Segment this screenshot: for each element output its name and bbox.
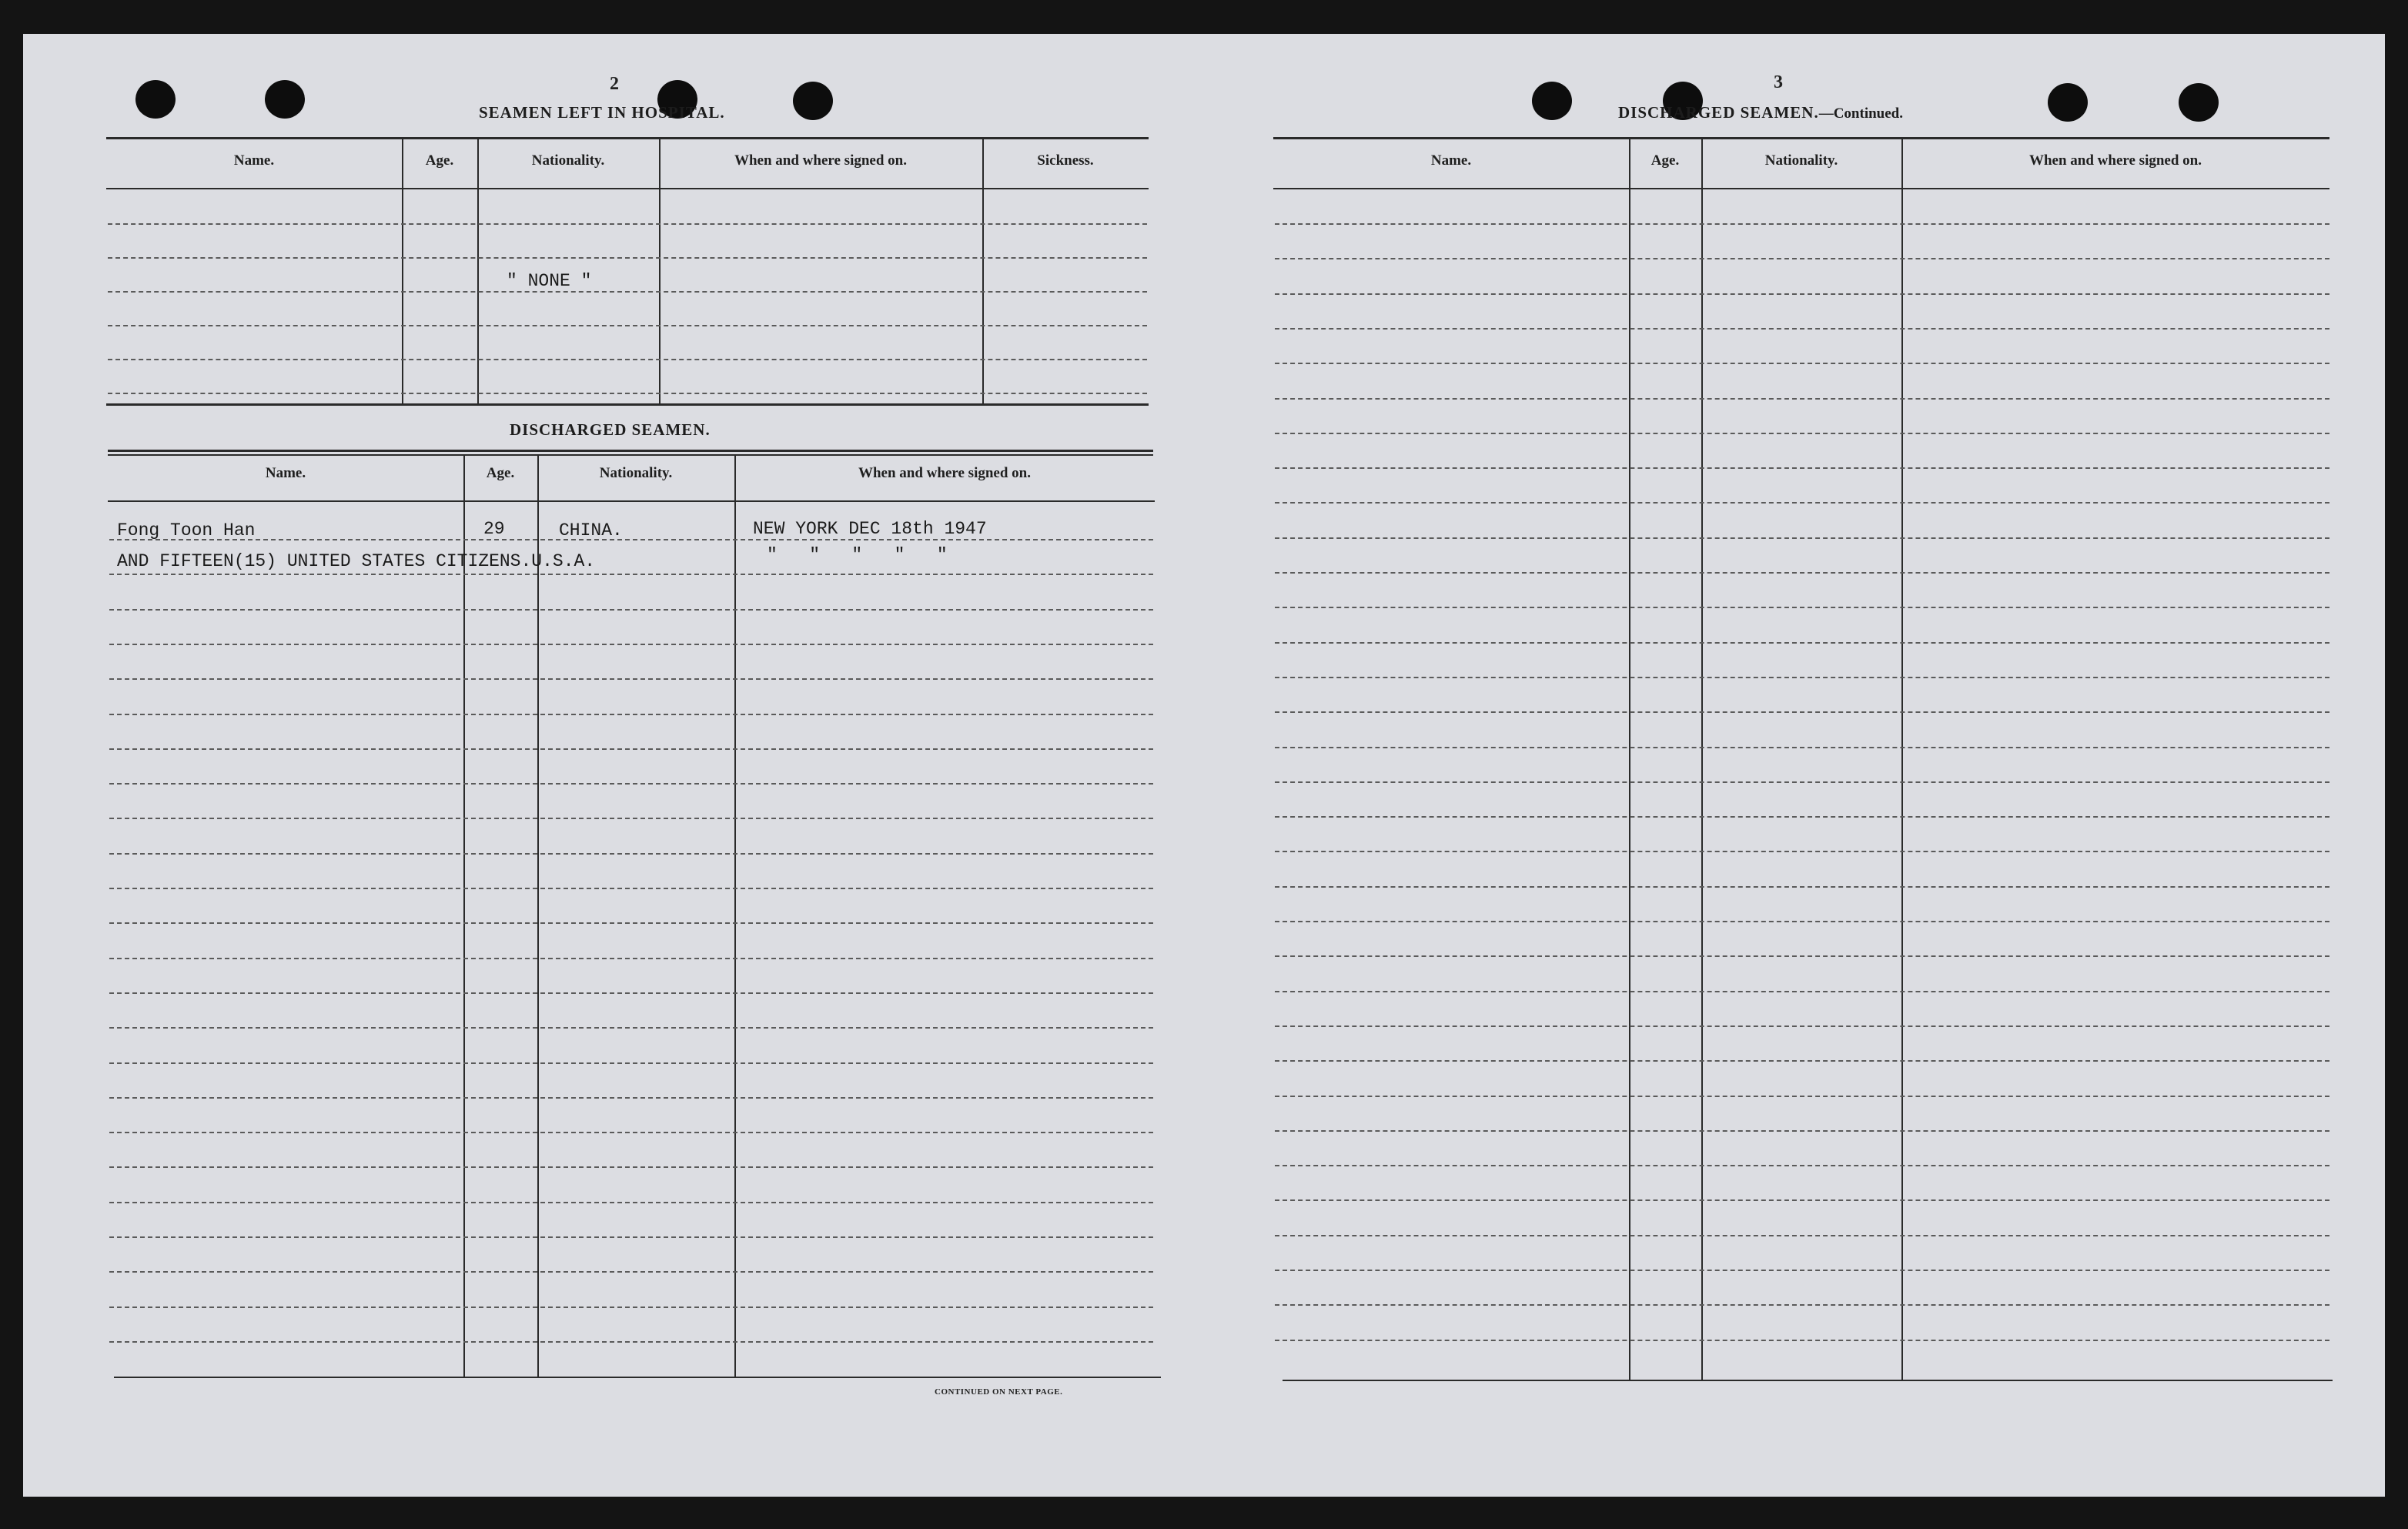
ruled-line xyxy=(109,539,1153,540)
ruled-line xyxy=(1275,816,2329,818)
ruled-line xyxy=(1275,223,2329,225)
ruled-line xyxy=(1275,1340,2329,1341)
column-rule xyxy=(734,456,736,1378)
column-rule xyxy=(402,139,403,403)
seaman-nationality: CHINA. xyxy=(559,520,623,540)
column-header-name: Name. xyxy=(233,152,275,169)
column-rule xyxy=(1629,139,1630,1380)
ruled-line xyxy=(109,1236,1153,1238)
column-header-nationality: Nationality. xyxy=(1764,152,1838,169)
ruled-line xyxy=(109,1097,1153,1099)
ruled-line xyxy=(1275,328,2329,330)
ruled-line xyxy=(109,609,1153,611)
ruled-line xyxy=(109,574,1153,575)
ruled-line xyxy=(1275,467,2329,469)
ruled-line xyxy=(109,1166,1153,1168)
ruled-line xyxy=(1275,293,2329,295)
column-rule xyxy=(982,139,984,403)
table-rule xyxy=(108,450,1153,452)
column-rule xyxy=(1901,139,1903,1380)
column-header-name: Name. xyxy=(265,465,306,481)
ruled-line xyxy=(108,359,1147,360)
discharged-continued-title xyxy=(1618,103,1903,122)
ruled-line xyxy=(109,1027,1153,1029)
column-rule xyxy=(537,456,539,1378)
ruled-line xyxy=(1275,258,2329,259)
punch-hole xyxy=(2048,83,2088,122)
title-text: DISCHARGED SEAMEN. xyxy=(1618,103,1819,122)
ruled-line xyxy=(109,714,1153,715)
ditto-marks: " " " " " xyxy=(767,545,948,565)
ruled-line xyxy=(1275,363,2329,364)
ruled-line xyxy=(1275,1235,2329,1236)
ruled-line xyxy=(109,748,1153,750)
continued-footer: CONTINUED ON NEXT PAGE. xyxy=(935,1387,1063,1397)
ruled-line xyxy=(1275,607,2329,608)
seaman-name: Fong Toon Han xyxy=(117,520,256,540)
hospital-entry-none: " NONE " xyxy=(507,271,592,291)
ruled-line xyxy=(1275,955,2329,957)
ruled-line xyxy=(1275,1096,2329,1097)
ruled-line xyxy=(1275,502,2329,504)
ruled-line xyxy=(1275,1304,2329,1306)
ruled-line xyxy=(109,678,1153,680)
table-rule xyxy=(1273,137,2329,139)
ruled-line xyxy=(109,1307,1153,1308)
ruled-line xyxy=(1275,1270,2329,1271)
hospital-section-title: SEAMEN LEFT IN HOSPITAL. xyxy=(479,103,725,122)
column-header-age: Age. xyxy=(425,152,454,169)
ruled-line xyxy=(109,1202,1153,1203)
ruled-line xyxy=(108,393,1147,394)
ruled-line xyxy=(1275,921,2329,922)
table-rule xyxy=(1283,1380,2333,1381)
ruled-line xyxy=(109,783,1153,785)
ruled-line xyxy=(1275,398,2329,400)
column-header-age: Age. xyxy=(486,465,515,481)
table-rule xyxy=(106,137,1149,139)
ruled-line xyxy=(109,922,1153,924)
column-rule xyxy=(477,139,479,403)
ruled-line xyxy=(1275,433,2329,434)
seaman-signed-on: NEW YORK DEC 18th 1947 xyxy=(753,519,987,539)
ruled-line xyxy=(1275,677,2329,678)
table-rule xyxy=(114,1377,1161,1378)
punch-hole xyxy=(135,80,176,119)
ruled-line xyxy=(109,992,1153,994)
ruled-line xyxy=(1275,572,2329,574)
ruled-line xyxy=(109,1062,1153,1064)
page-number: 3 xyxy=(1774,72,1783,92)
ruled-line xyxy=(109,853,1153,855)
punch-hole xyxy=(265,80,305,119)
column-header-signed-on: When and where signed on. xyxy=(734,152,907,169)
ruled-line xyxy=(1275,537,2329,539)
table-rule xyxy=(106,403,1149,406)
ruled-line xyxy=(1275,781,2329,783)
ruled-line xyxy=(109,818,1153,819)
ruled-line xyxy=(1275,1130,2329,1132)
column-header-sickness: Sickness. xyxy=(1037,152,1094,169)
seaman-group-entry: AND FIFTEEN(15) UNITED STATES CITIZENS.U.S.A. xyxy=(117,551,596,571)
ruled-line xyxy=(109,1341,1153,1343)
column-header-nationality: Nationality. xyxy=(531,152,605,169)
column-header-age: Age. xyxy=(1650,152,1680,169)
punch-hole xyxy=(2179,83,2219,122)
ruled-line xyxy=(108,325,1147,326)
ruled-line xyxy=(1275,642,2329,644)
punch-hole xyxy=(1532,82,1572,120)
column-rule xyxy=(659,139,661,403)
ruled-line xyxy=(108,223,1147,225)
ruled-line xyxy=(1275,1025,2329,1027)
ruled-line xyxy=(1275,711,2329,713)
table-rule xyxy=(108,454,1153,456)
ruled-line xyxy=(1275,851,2329,852)
ruled-line xyxy=(1275,1165,2329,1166)
column-header-nationality: Nationality. xyxy=(599,465,673,481)
ruled-line xyxy=(108,257,1147,259)
ruled-line xyxy=(1275,1199,2329,1201)
title-suffix: —Continued. xyxy=(1818,105,1903,122)
ruled-line xyxy=(109,888,1153,889)
ruled-line xyxy=(109,1132,1153,1133)
column-header-signed-on: When and where signed on. xyxy=(858,465,1031,481)
ruled-line xyxy=(1275,991,2329,992)
document-sheet xyxy=(23,34,2385,1497)
discharged-section-title: DISCHARGED SEAMEN. xyxy=(510,420,711,439)
column-header-name: Name. xyxy=(1430,152,1472,169)
ruled-line xyxy=(108,291,1147,293)
ruled-line xyxy=(109,644,1153,645)
ruled-line xyxy=(109,1271,1153,1273)
table-rule xyxy=(1273,188,2329,189)
ruled-line xyxy=(109,958,1153,959)
column-rule xyxy=(463,456,465,1378)
table-rule xyxy=(106,188,1149,189)
punch-hole xyxy=(793,82,833,120)
page-number: 2 xyxy=(610,74,619,94)
ruled-line xyxy=(1275,1060,2329,1062)
ruled-line xyxy=(1275,747,2329,748)
seaman-age: 29 xyxy=(483,519,505,539)
ruled-line xyxy=(1275,886,2329,888)
column-header-signed-on: When and where signed on. xyxy=(2028,152,2202,169)
column-rule xyxy=(1701,139,1703,1380)
table-rule xyxy=(108,500,1155,502)
